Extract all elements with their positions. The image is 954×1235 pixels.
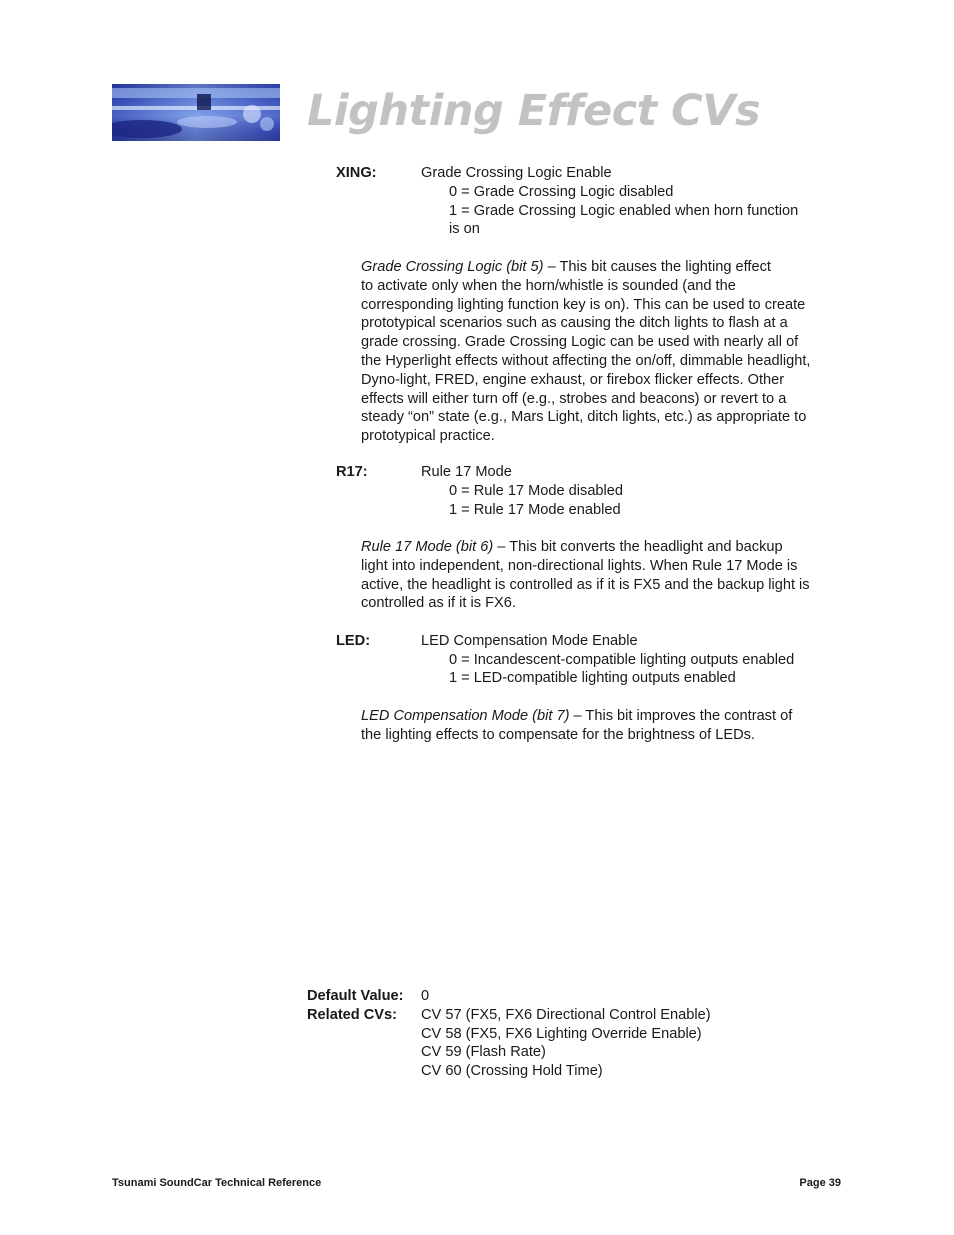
description-line: Dyno-light, FRED, engine exhaust, or firebox flicker effects. Other	[361, 371, 785, 388]
section-label: LED:	[336, 633, 371, 649]
related-cv-item: CV 57 (FX5, FX6 Directional Control Enable)	[421, 1007, 711, 1023]
related-cv-item: CV 59 (Flash Rate)	[421, 1044, 546, 1060]
option-line: 1 = Grade Crossing Logic enabled when horn function	[449, 203, 799, 219]
description-line: corresponding lighting function key is on). This can be used to create	[361, 296, 806, 313]
description-line: the Hyperlight effects without affecting the on/off, dimmable headlight,	[361, 352, 811, 369]
section-description	[361, 258, 845, 446]
default-value-label: Default Value:	[307, 988, 404, 1004]
description-lead: Grade Crossing Logic (bit 5)	[361, 259, 544, 275]
option-line: is on	[449, 221, 480, 237]
related-cv-item: CV 58 (FX5, FX6 Lighting Override Enable)	[421, 1026, 702, 1042]
description-line: active, the headlight is controlled as if it is FX5 and the backup light is	[361, 576, 810, 593]
section-label: R17:	[336, 464, 368, 480]
related-cv-item: CV 60 (Crossing Hold Time)	[421, 1063, 603, 1079]
description-line: the lighting effects to compensate for the brightness of LEDs.	[361, 726, 755, 743]
tunnel-lights-photo-icon	[112, 84, 280, 141]
description-line: light into independent, non-directional lights. When Rule 17 Mode is	[361, 557, 798, 574]
section-label: XING:	[336, 165, 377, 181]
footer-document-title: Tsunami SoundCar Technical Reference	[112, 1177, 322, 1189]
section-description	[361, 538, 845, 613]
section-title: LED Compensation Mode Enable	[421, 633, 638, 649]
description-line: to activate only when the horn/whistle is sounded (and the	[361, 277, 736, 294]
page-title: Lighting Effect CVs	[307, 86, 761, 136]
section-description	[361, 707, 845, 745]
description-line: – This bit improves the contrast of	[569, 708, 793, 724]
description-lead: LED Compensation Mode (bit 7)	[361, 708, 570, 724]
footer-page-number: Page 39	[799, 1177, 841, 1189]
description-line: grade crossing. Grade Crossing Logic can be used with nearly all of	[361, 334, 799, 351]
default-value: 0	[421, 988, 430, 1004]
option-line: 0 = Incandescent-compatible lighting outputs enabled	[449, 652, 795, 668]
description-line: steady “on” state (e.g., Mars Light, ditch lights, etc.) as appropriate to	[361, 409, 807, 426]
option-line: 0 = Grade Crossing Logic disabled	[449, 184, 674, 200]
section-title: Rule 17 Mode	[421, 464, 512, 480]
description-line: controlled as if it is FX6.	[361, 595, 516, 612]
section-title: Grade Crossing Logic Enable	[421, 165, 612, 181]
description-line: – This bit converts the headlight and backup	[493, 539, 783, 555]
description-line: prototypical scenarios such as causing the ditch lights to flash at a	[361, 315, 788, 332]
description-line: – This bit causes the lighting effect	[543, 259, 771, 275]
description-lead: Rule 17 Mode (bit 6)	[361, 539, 494, 555]
option-line: 1 = LED-compatible lighting outputs enabled	[449, 670, 736, 686]
option-line: 0 = Rule 17 Mode disabled	[449, 483, 624, 499]
description-line: prototypical practice.	[361, 428, 495, 445]
related-cvs-label: Related CVs:	[307, 1007, 398, 1023]
option-line: 1 = Rule 17 Mode enabled	[449, 502, 621, 518]
description-line: effects will either turn off (e.g., strobes and beacons) or revert to a	[361, 390, 787, 407]
